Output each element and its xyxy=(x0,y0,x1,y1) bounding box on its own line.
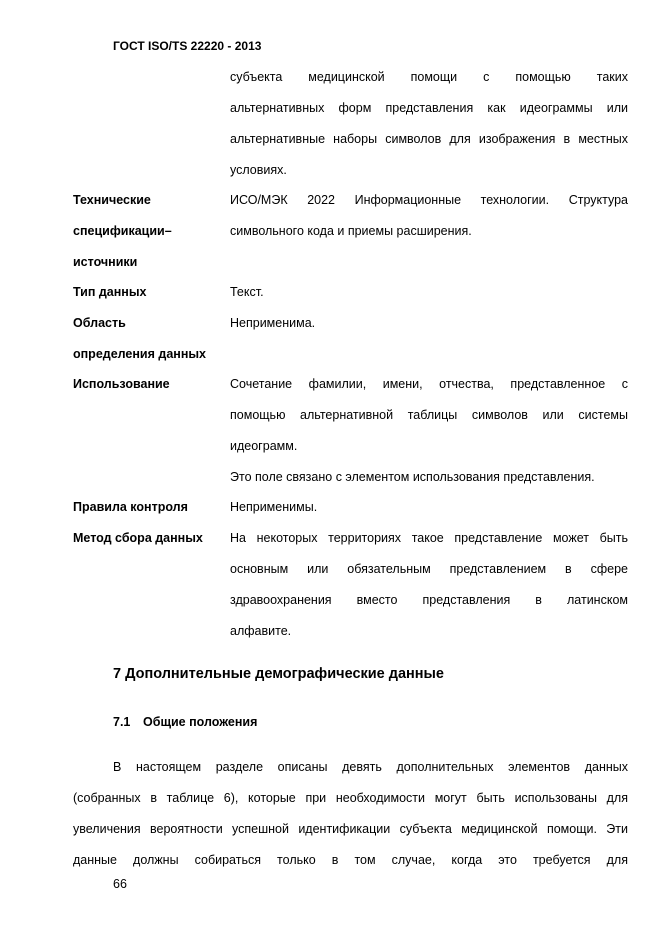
subsection-number: 7.1 xyxy=(113,715,131,729)
definition-line: основным или обязательным представлением в сфере xyxy=(230,562,628,576)
section-heading: 7 Дополнительные демографические данные xyxy=(113,666,445,682)
field-definition xyxy=(230,185,628,247)
field-term xyxy=(73,185,223,278)
field-term: Метод сбора данных xyxy=(73,531,203,545)
page-number: 66 xyxy=(113,877,127,891)
term-line: спецификации– xyxy=(73,224,172,238)
field-definition: Неприменима. xyxy=(230,316,316,330)
subsection-heading xyxy=(113,715,257,729)
continuation-definition xyxy=(230,62,628,186)
field-term: Использование xyxy=(73,377,170,391)
definition-line: ИСО/МЭК 2022 Информационные технологии. Структура xyxy=(230,193,628,207)
body-paragraph xyxy=(73,752,628,876)
field-term: Правила контроля xyxy=(73,500,188,514)
field-term xyxy=(73,308,223,370)
definition-line: идеограмм. xyxy=(230,439,298,453)
term-line: Технические xyxy=(73,193,151,207)
field-definition xyxy=(230,523,628,647)
subsection-title: Общие положения xyxy=(143,715,258,729)
paragraph-line: увеличения вероятности успешной идентификации субъекта медицинской помощи. Эти xyxy=(73,822,628,836)
definition-line: субъекта медицинской помощи с помощью таких xyxy=(230,70,628,84)
definition-line: альтернативные наборы символов для изображения в местных xyxy=(230,132,628,146)
field-definition: Текст. xyxy=(230,285,264,299)
field-definition: Неприменимы. xyxy=(230,500,318,514)
definition-line: условиях. xyxy=(230,163,287,177)
definition-line: Это поле связано с элементом использования представления. xyxy=(230,470,595,484)
paragraph-line: В настоящем разделе описаны девять дополнительных элементов данных xyxy=(113,760,628,774)
definition-line: Сочетание фамилии, имени, отчества, представленное с xyxy=(230,377,628,391)
paragraph-line: данные должны собираться только в том случае, когда это требуется для xyxy=(73,853,628,867)
term-line: источники xyxy=(73,255,138,269)
term-line: Область xyxy=(73,316,126,330)
definition-line: здравоохранения вместо представления в латинском xyxy=(230,593,628,607)
paragraph-line: (собранных в таблице 6), которые при необходимости могут быть использованы для xyxy=(73,791,628,805)
definition-line: символьного кода и приемы расширения. xyxy=(230,224,472,238)
definition-line: На некоторых территориях такое представление может быть xyxy=(230,531,628,545)
field-term: Тип данных xyxy=(73,285,147,299)
field-definition xyxy=(230,369,628,493)
definition-line: алфавите. xyxy=(230,624,292,638)
page-header: ГОСТ ISO/TS 22220 - 2013 xyxy=(113,39,262,53)
definition-line: помощью альтернативной таблицы символов или системы xyxy=(230,408,628,422)
definition-line: альтернативных форм представления как идеограммы или xyxy=(230,101,628,115)
term-line: определения данных xyxy=(73,347,207,361)
